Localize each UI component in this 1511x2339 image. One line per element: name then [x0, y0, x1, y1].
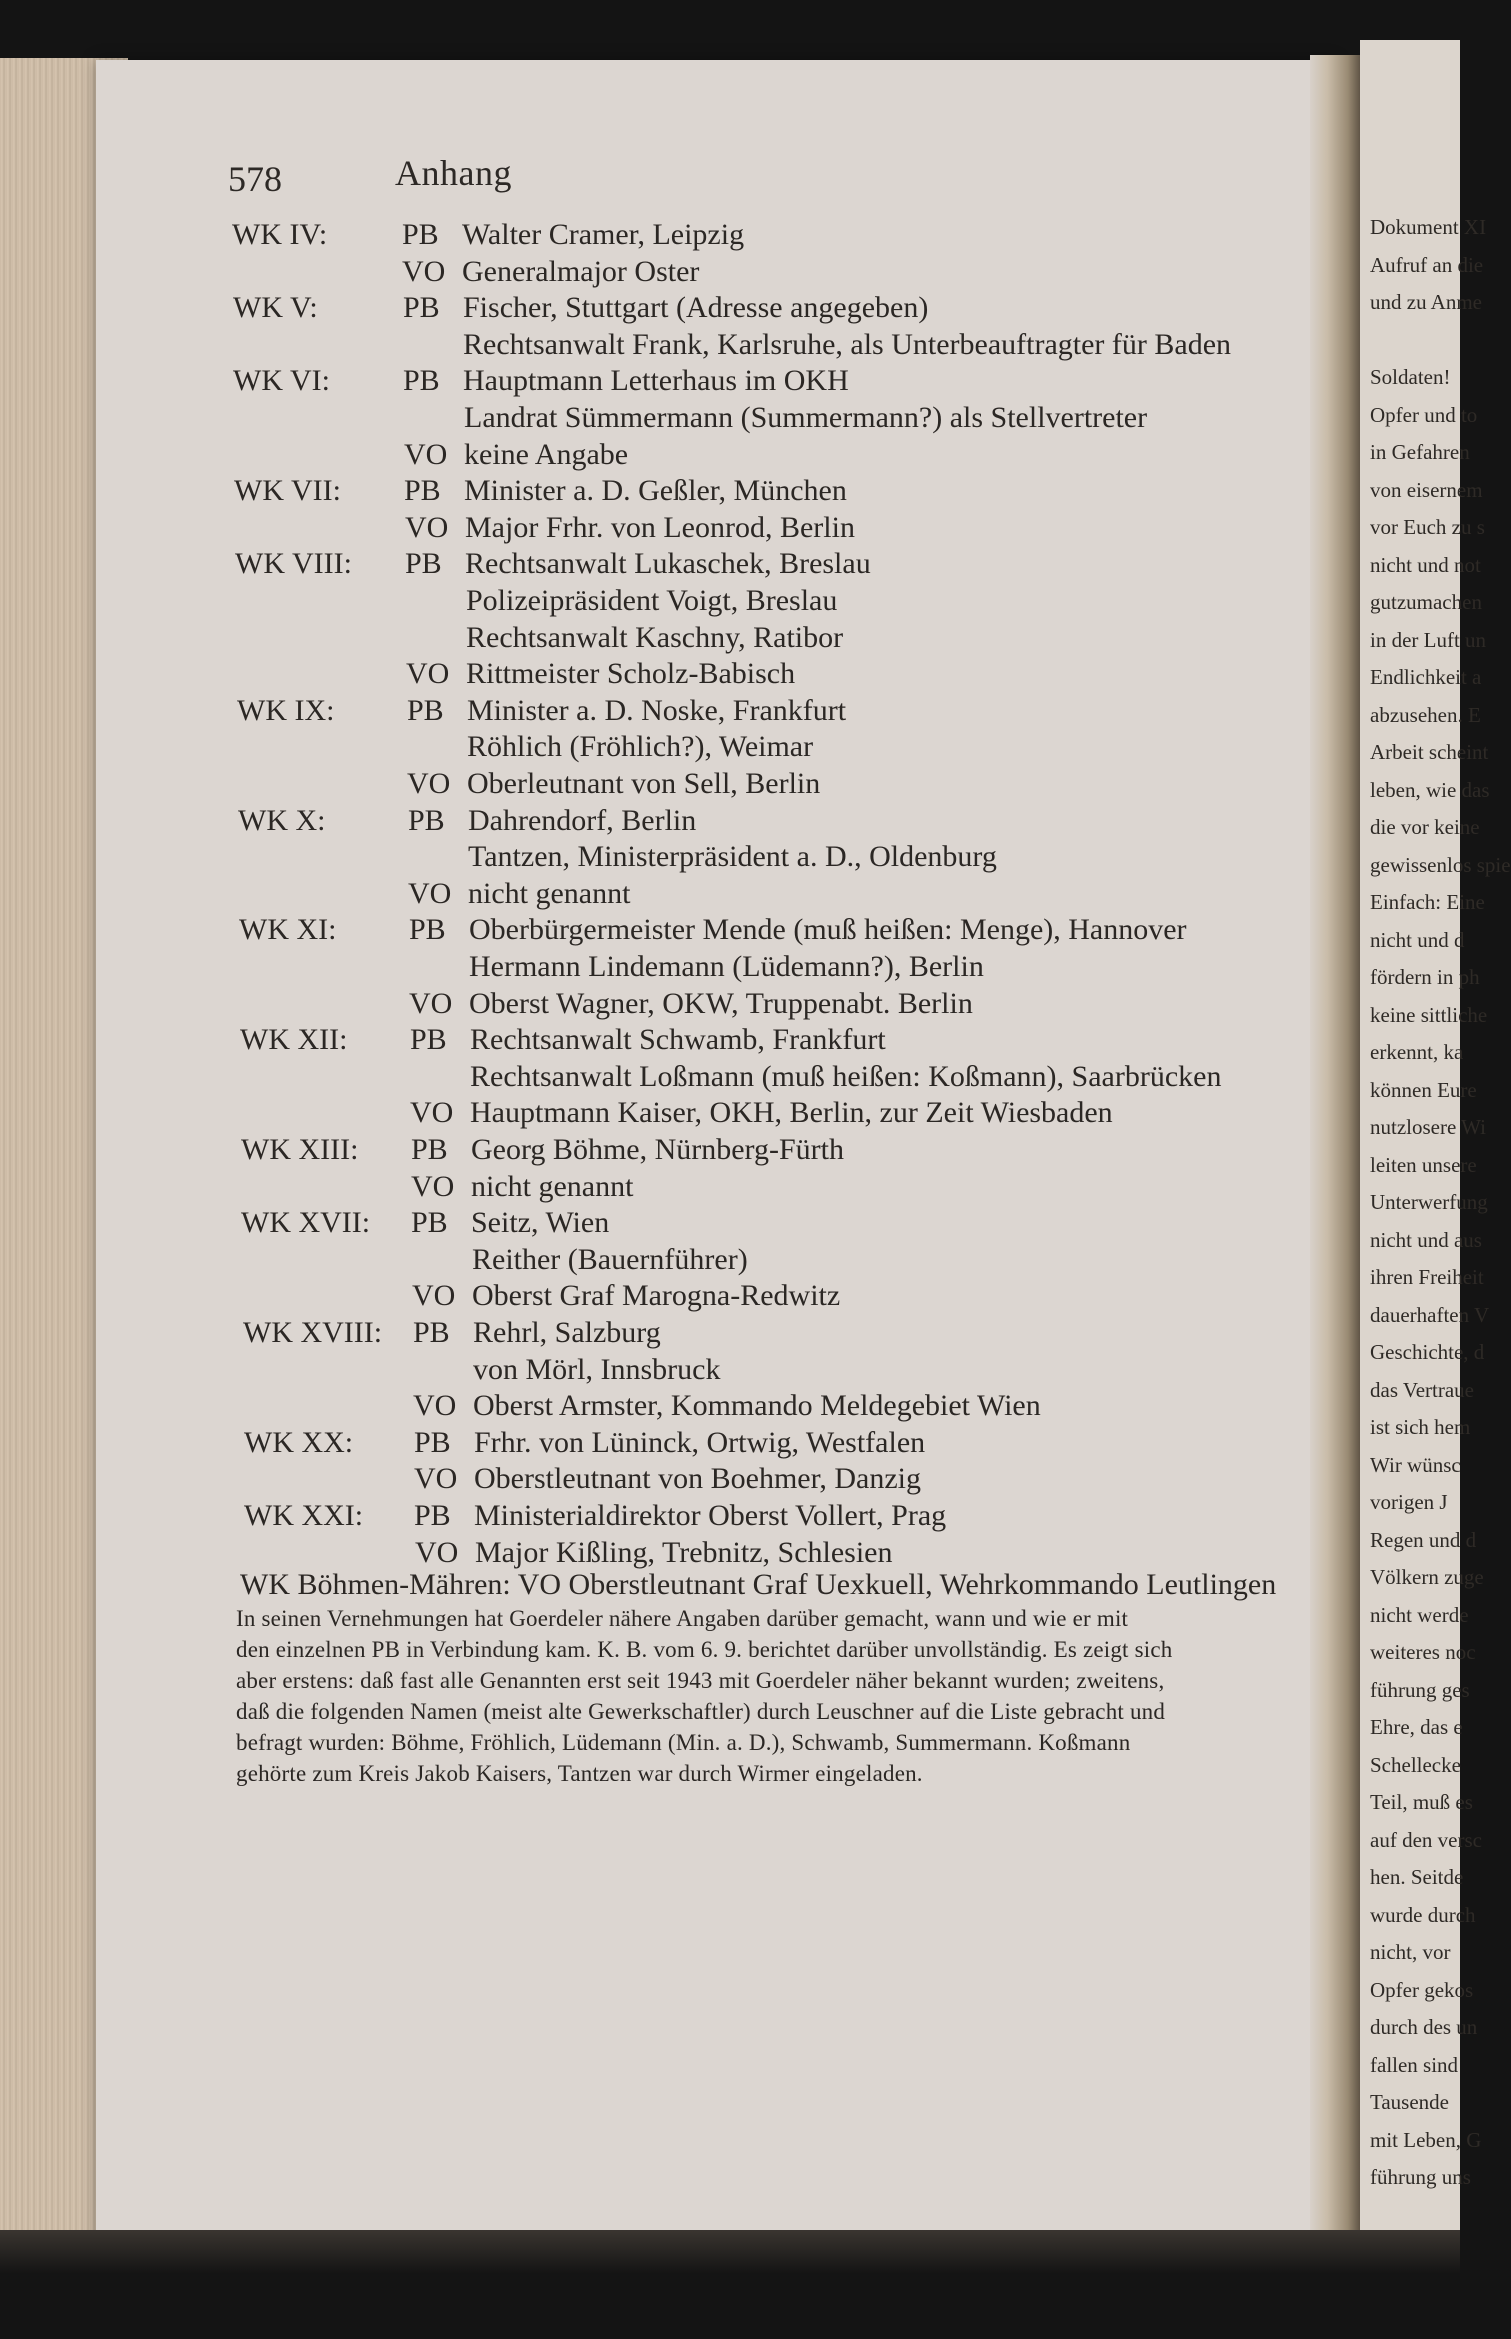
- entry-type: PB: [410, 1023, 447, 1056]
- adjacent-page-line: Soldaten!: [1370, 365, 1451, 389]
- entry-name: Oberleutnant von Sell, Berlin: [467, 767, 821, 800]
- entry-name: Walter Cramer, Leipzig: [462, 218, 745, 251]
- district-label: WK VIII:: [235, 547, 352, 580]
- footnote-line: den einzelnen PB in Verbindung kam. K. B. vom 6. 9. berichtet darüber unvollständig. Es zeigt sich: [236, 1637, 1173, 1662]
- entry-type: VO: [413, 1389, 457, 1422]
- adjacent-page-line: fallen sind: [1370, 2052, 1459, 2077]
- entry-name: Oberst Armster, Kommando Meldegebiet Wien: [473, 1389, 1041, 1422]
- entry-type: VO: [404, 438, 448, 471]
- entry-type: PB: [413, 1316, 450, 1349]
- footnote-line: aber erstens: daß fast alle Genannten erst seit 1943 mit Goerdeler näher bekannt wurden; zweitens,: [236, 1668, 1165, 1693]
- entry-type: PB: [407, 694, 444, 727]
- entry-name: Rehrl, Salzburg: [473, 1316, 661, 1349]
- district-label: WK XX:: [244, 1426, 354, 1459]
- entry-type: PB: [414, 1426, 451, 1459]
- entry-name: Hauptmann Letterhaus im OKH: [463, 364, 849, 397]
- adjacent-page-line: Arbeit scheint: [1370, 740, 1489, 764]
- adjacent-page-line: nicht und d: [1370, 927, 1465, 952]
- adjacent-page-line: Dokument XI: [1370, 215, 1487, 239]
- adjacent-page-line: weiteres noc: [1370, 1640, 1476, 1664]
- adjacent-page-line: Tausende: [1370, 2090, 1449, 2114]
- entry-name: Rittmeister Scholz-Babisch: [466, 657, 796, 690]
- adjacent-page-line: Aufruf an die: [1370, 252, 1484, 277]
- page-number: 578: [228, 159, 282, 199]
- entry-name: Oberbürgermeister Mende (muß heißen: Menge), Hannover: [469, 913, 1187, 946]
- running-head: Anhang: [395, 153, 512, 193]
- adjacent-page-line: durch des un: [1370, 2015, 1478, 2039]
- adjacent-page-line: Schellecke: [1370, 1752, 1461, 1777]
- district-label: WK IV:: [232, 218, 328, 251]
- entry-name: Landrat Sümmermann (Summermann?) als Stellvertreter: [464, 401, 1148, 434]
- entry-name: Rechtsanwalt Frank, Karlsruhe, als Unterbeauftragter für Baden: [463, 328, 1232, 361]
- district-label: WK XIII:: [241, 1133, 359, 1166]
- adjacent-page-line: Geschichte, d: [1370, 1340, 1485, 1364]
- adjacent-page-line: Völkern zuge: [1370, 1565, 1484, 1589]
- adjacent-page-line: das Vertraue: [1370, 1377, 1474, 1402]
- district-label: WK XXI:: [244, 1499, 364, 1532]
- entry-name: Hauptmann Kaiser, OKH, Berlin, zur Zeit Wiesbaden: [470, 1096, 1113, 1129]
- entry-type: VO: [409, 987, 453, 1020]
- adjacent-page-line: dauerhaften V: [1370, 1302, 1490, 1327]
- adjacent-page-line: Opfer gekos: [1370, 1977, 1474, 2002]
- entry-type: PB: [408, 804, 445, 837]
- entry-name: Rechtsanwalt Lukaschek, Breslau: [465, 547, 871, 580]
- district-label: WK IX:: [237, 694, 335, 727]
- adjacent-page-line: Regen und d: [1370, 1527, 1477, 1552]
- entry-type: VO: [407, 767, 451, 800]
- adjacent-page-fragment: [1360, 40, 1511, 2280]
- adjacent-page-line: fördern in ph: [1370, 965, 1480, 989]
- entry-type: PB: [403, 364, 440, 397]
- adjacent-page-line: und zu Anme: [1370, 290, 1482, 314]
- adjacent-page-line: Opfer und to: [1370, 402, 1478, 427]
- district-label: WK XVIII:: [243, 1316, 383, 1349]
- adjacent-page-line: ist sich hem: [1370, 1415, 1471, 1439]
- adjacent-page-line: abzusehen. E: [1370, 702, 1481, 727]
- district-label: WK XVII:: [241, 1206, 371, 1239]
- entry-name: Hermann Lindemann (Lüdemann?), Berlin: [469, 950, 984, 983]
- entry-type: VO: [405, 511, 449, 544]
- last-entry: WK Böhmen-Mähren: VO Oberstleutnant Graf Uexkuell, Wehrkommando Leutlingen: [240, 1568, 1277, 1601]
- entry-name: Minister a. D. Noske, Frankfurt: [467, 694, 847, 727]
- adjacent-page-line: in der Luft un: [1370, 627, 1487, 652]
- adjacent-page-line: die vor keine: [1370, 815, 1480, 839]
- adjacent-page-line: Teil, muß es: [1370, 1790, 1473, 1814]
- adjacent-page-line: keine sittliche: [1370, 1002, 1488, 1027]
- entry-type: VO: [414, 1462, 458, 1495]
- entry-name: Rechtsanwalt Kaschny, Ratibor: [466, 621, 844, 654]
- entry-type: VO: [402, 255, 446, 288]
- adjacent-page-line: ihren Freiheit: [1370, 1265, 1484, 1289]
- adjacent-page-line: gutzumachen: [1370, 590, 1482, 614]
- entry-name: Tantzen, Ministerpräsident a. D., Oldenburg: [468, 840, 997, 873]
- entry-type: PB: [404, 474, 441, 507]
- district-label: WK VI:: [233, 364, 330, 397]
- entry-type: VO: [408, 877, 452, 910]
- adjacent-page-line: leiten unsere: [1370, 1152, 1477, 1177]
- adjacent-page-line: führung uns: [1370, 2165, 1471, 2189]
- entry-name: Ministerialdirektor Oberst Vollert, Prag: [474, 1499, 947, 1532]
- entry-name: Major Kißling, Trebnitz, Schlesien: [475, 1536, 893, 1569]
- entry-name: nicht genannt: [471, 1170, 634, 1203]
- adjacent-page-line: führung ges: [1370, 1677, 1470, 1702]
- entry-type: PB: [411, 1133, 448, 1166]
- district-label: WK VII:: [234, 474, 341, 507]
- adjacent-page-line: von eisernem: [1370, 477, 1483, 502]
- entry-type: PB: [414, 1499, 451, 1532]
- entry-type: PB: [411, 1206, 448, 1239]
- entry-name: Major Frhr. von Leonrod, Berlin: [465, 511, 855, 544]
- entry-name: Seitz, Wien: [471, 1206, 610, 1239]
- entry-name: Polizeipräsident Voigt, Breslau: [466, 584, 838, 617]
- adjacent-page-line: mit Leben, G: [1370, 2127, 1482, 2152]
- adjacent-page-line: vor Euch zu s: [1370, 515, 1485, 539]
- entry-name: Oberst Wagner, OKW, Truppenabt. Berlin: [469, 987, 973, 1020]
- entry-name: Rechtsanwalt Schwamb, Frankfurt: [470, 1023, 886, 1056]
- entry-name: keine Angabe: [464, 438, 629, 471]
- entry-name: Dahrendorf, Berlin: [468, 804, 697, 837]
- adjacent-page-line: nutzlosere Wi: [1370, 1115, 1486, 1139]
- entry-name: Georg Böhme, Nürnberg-Fürth: [471, 1133, 845, 1166]
- adjacent-page-line: wurde durch: [1370, 1902, 1476, 1927]
- adjacent-page-line: erkennt, ka: [1370, 1040, 1464, 1064]
- footnote-line: befragt wurden: Böhme, Fröhlich, Lüdemann (Min. a. D.), Schwamb, Summermann. Koßmann: [236, 1730, 1131, 1755]
- entry-type: VO: [406, 657, 450, 690]
- adjacent-page-line: Endlichkeit a: [1370, 665, 1482, 689]
- district-label: WK X:: [238, 804, 326, 837]
- district-label: WK XII:: [240, 1023, 348, 1056]
- entry-name: Oberst Graf Marogna-Redwitz: [472, 1279, 841, 1312]
- adjacent-page-line: Ehre, das e: [1370, 1715, 1463, 1739]
- adjacent-page-line: gewissenlos spie: [1370, 852, 1511, 877]
- adjacent-page-line: Unterwerfung: [1370, 1190, 1488, 1214]
- entry-type: PB: [403, 291, 440, 324]
- footnote-line: In seinen Vernehmungen hat Goerdeler nähere Angaben darüber gemacht, wann und wie er mit: [236, 1606, 1129, 1631]
- adjacent-page-line: auf den versc: [1370, 1827, 1482, 1852]
- entry-name: von Mörl, Innsbruck: [473, 1353, 721, 1386]
- entry-name: Frhr. von Lüninck, Ortwig, Westfalen: [474, 1426, 926, 1459]
- entry-type: VO: [415, 1536, 459, 1569]
- entry-name: Reither (Bauernführer): [472, 1243, 748, 1276]
- entry-type: PB: [402, 218, 439, 251]
- entry-type: PB: [405, 547, 442, 580]
- adjacent-page-line: leben, wie das: [1370, 777, 1490, 802]
- entry-name: Minister a. D. Geßler, München: [464, 474, 847, 507]
- adjacent-page-line: Einfach: Eine: [1370, 890, 1485, 914]
- adjacent-page-line: hen. Seitde: [1370, 1865, 1464, 1889]
- district-label: WK V:: [233, 291, 318, 324]
- adjacent-page-line: vorigen J: [1370, 1490, 1448, 1514]
- entry-name: Oberstleutnant von Boehmer, Danzig: [474, 1462, 922, 1495]
- footnote-line: daß die folgenden Namen (meist alte Gewerkschaftler) durch Leuschner auf die Liste gebracht und: [236, 1699, 1166, 1724]
- district-label: WK XI:: [239, 913, 337, 946]
- adjacent-page-line: nicht und not: [1370, 552, 1481, 577]
- adjacent-page-line: in Gefahren: [1370, 440, 1470, 464]
- entry-type: PB: [409, 913, 446, 946]
- entry-name: Fischer, Stuttgart (Adresse angegeben): [463, 291, 929, 324]
- entry-name: nicht genannt: [468, 877, 631, 910]
- bottom-shadow: [0, 2230, 1460, 2339]
- entry-type: VO: [410, 1096, 454, 1129]
- adjacent-page-line: nicht werde: [1370, 1602, 1469, 1627]
- entry-name: Rechtsanwalt Loßmann (muß heißen: Koßmann), Saarbrücken: [470, 1060, 1222, 1093]
- adjacent-page-line: Wir wünsc: [1370, 1452, 1461, 1477]
- entry-name: Generalmajor Oster: [462, 255, 700, 288]
- adjacent-page-line: nicht, vor: [1370, 1940, 1451, 1964]
- adjacent-page-line: nicht und aus: [1370, 1227, 1482, 1252]
- adjacent-page-line: können Eure: [1370, 1077, 1477, 1102]
- entry-name: Röhlich (Fröhlich?), Weimar: [467, 730, 814, 763]
- entry-type: VO: [411, 1170, 455, 1203]
- entry-type: VO: [412, 1279, 456, 1312]
- footnote-line: gehörte zum Kreis Jakob Kaisers, Tantzen war durch Wirmer eingeladen.: [236, 1761, 923, 1786]
